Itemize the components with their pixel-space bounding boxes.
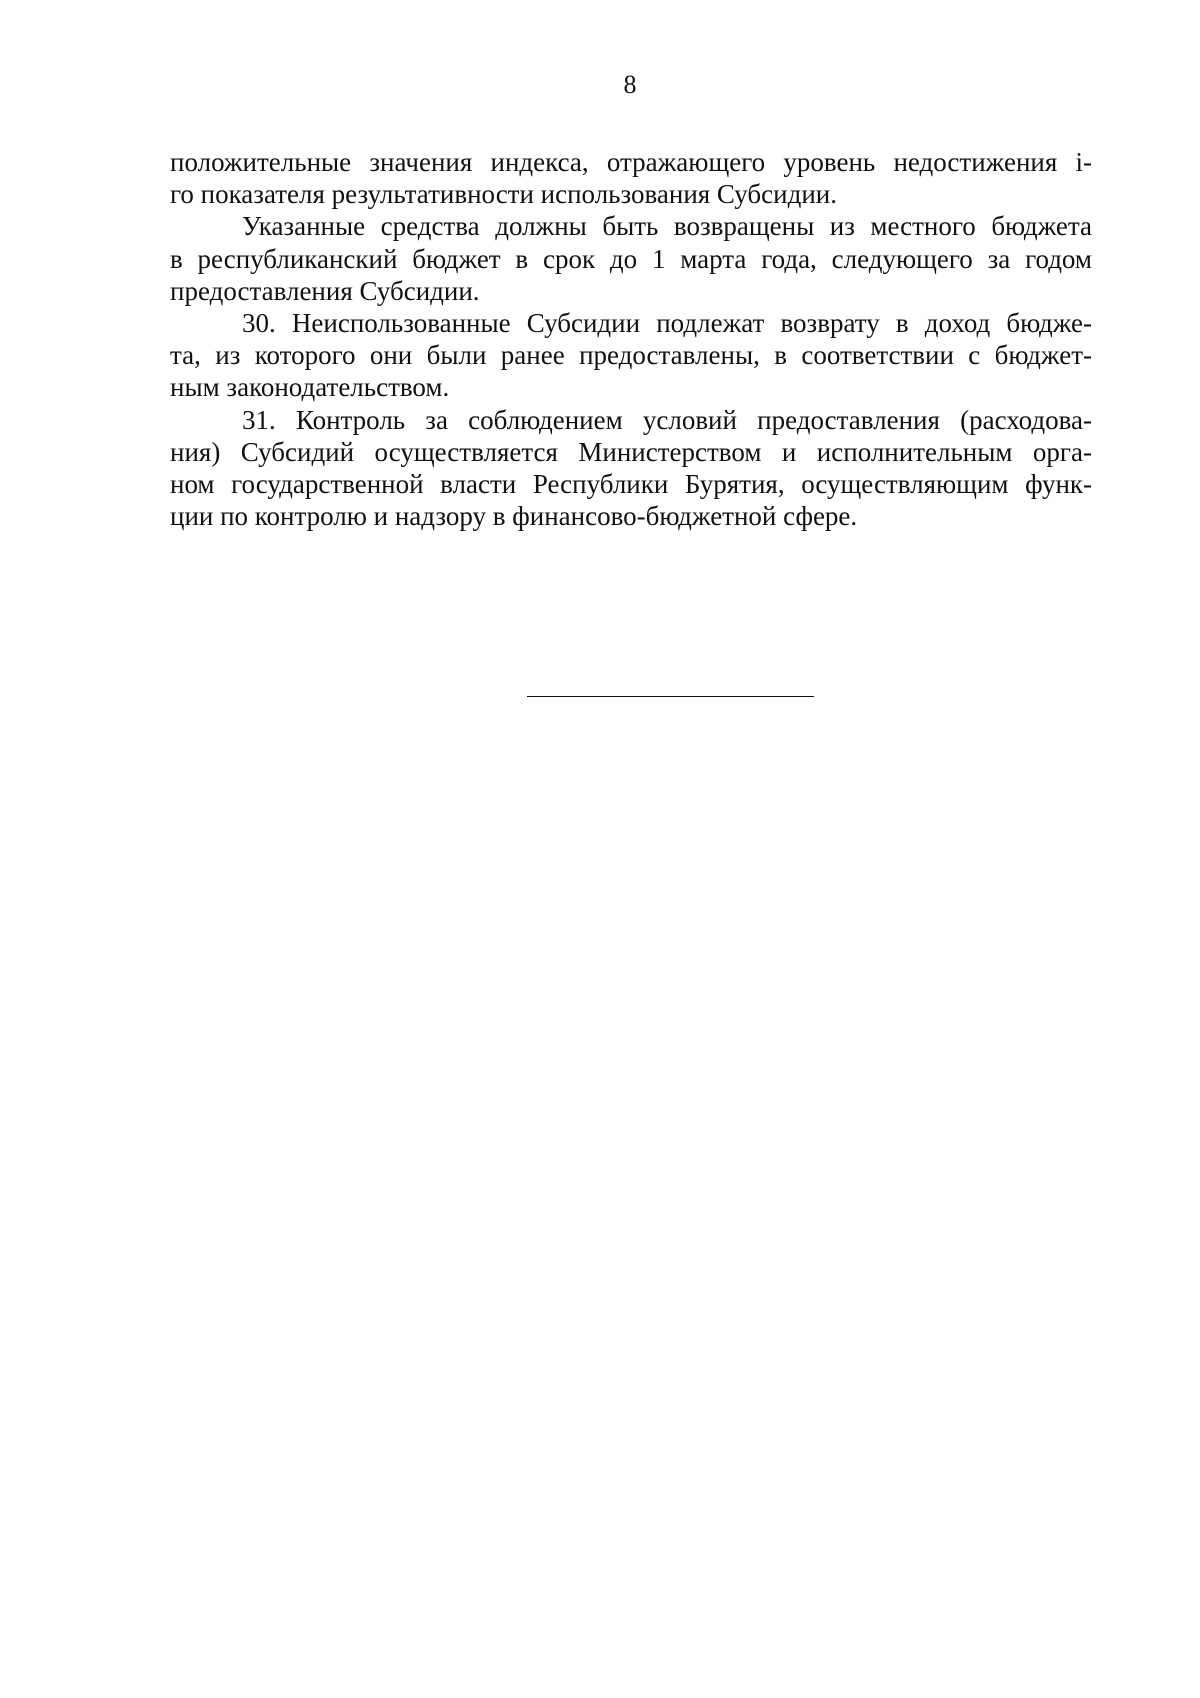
- text-line: 31. Контроль за соблюдением условий предоставления (расходова-: [242, 404, 1092, 435]
- text-line: ции по контролю и надзору в финансово-бюджетной сфере.: [170, 501, 858, 532]
- paragraph-refund-deadline: [170, 210, 1092, 307]
- paragraph-index-continuation: [170, 146, 1092, 210]
- page-number: 8: [623, 70, 637, 99]
- text-line: го показателя результативности использования Субсидии.: [170, 179, 837, 210]
- end-of-document-rule: [527, 696, 814, 697]
- text-line: 30. Неиспользованные Субсидии подлежат возврату в доход бюдже-: [242, 307, 1092, 338]
- paragraph-clause-31: [170, 404, 1092, 533]
- text-line: ния) Субсидий осуществляется Министерством и исполнительным орга-: [170, 436, 1092, 467]
- text-line: Указанные средства должны быть возвращены из местного бюджета: [242, 211, 1092, 242]
- paragraph-clause-30: [170, 307, 1092, 404]
- text-line: ным законодательством.: [170, 372, 450, 403]
- text-line: ном государственной власти Республики Бурятия, осуществляющим функ-: [170, 468, 1092, 499]
- document-body: [170, 146, 1092, 532]
- text-line: в республиканский бюджет в срок до 1 марта года, следующего за годом: [170, 243, 1092, 274]
- text-line: та, из которого они были ранее предоставлены, в соответствии с бюджет-: [170, 340, 1092, 371]
- text-line: положительные значения индекса, отражающего уровень недостижения i-: [170, 147, 1092, 177]
- text-line: предоставления Субсидии.: [170, 275, 480, 306]
